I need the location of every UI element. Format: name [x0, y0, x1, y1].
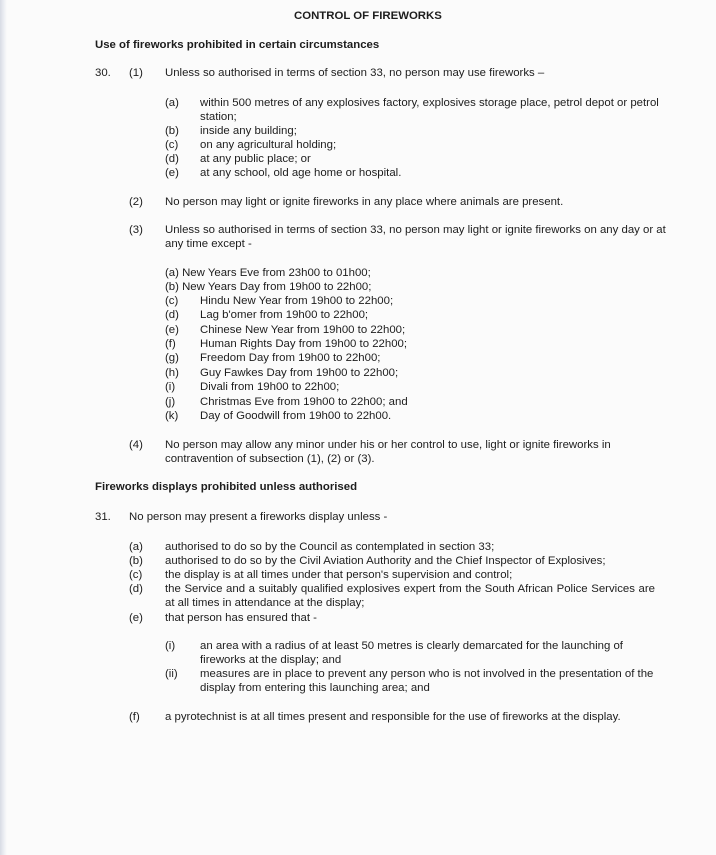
item-label: (e): [129, 612, 143, 624]
list-item: measures are in place to prevent any person who is not involved in the presentation of the display from entering this launching area; and: [200, 668, 654, 695]
section-31-heading: Fireworks displays prohibited unless authorised: [95, 481, 358, 493]
list-item: inside any building;: [200, 125, 297, 137]
item-label: (j): [165, 396, 176, 408]
list-item: the display is at all times under that person's supervision and control;: [165, 569, 513, 581]
item-label: (d): [165, 153, 179, 165]
list-item: Hindu New Year from 19h00 to 22h00;: [200, 295, 394, 307]
item-label: (c): [129, 569, 143, 581]
list-item: Day of Goodwill from 19h00 to 22h00.: [200, 410, 392, 422]
list-item: authorised to do so by the Council as contemplated in section 33;: [165, 541, 495, 553]
subsection-num: (2): [129, 196, 143, 208]
item-label: (e): [165, 167, 179, 179]
list-item: (b) New Years Day from 19h00 to 22h00;: [165, 281, 372, 293]
section-31-intro: No person may present a fireworks display unless -: [129, 511, 388, 523]
list-item: Christmas Eve from 19h00 to 22h00; and: [200, 396, 408, 408]
subsection-1-text: Unless so authorised in terms of section 33, no person may use fireworks –: [165, 67, 545, 79]
item-label: (d): [129, 583, 143, 595]
list-item: within 500 metres of any explosives factory, explosives storage place, petrol depot or petrol station;: [200, 97, 659, 124]
list-item: on any agricultural holding;: [200, 139, 337, 151]
list-item: at any public place; or: [200, 153, 311, 165]
item-label: (e): [165, 324, 179, 336]
list-item: authorised to do so by the Civil Aviation Authority and the Chief Inspector of Explosives;: [165, 555, 606, 567]
item-label: (g): [165, 352, 179, 364]
list-item: (a) New Years Eve from 23h00 to 01h00;: [165, 267, 371, 279]
item-label: (f): [165, 338, 176, 350]
page-title: CONTROL OF FIREWORKS: [294, 10, 442, 22]
section-31-number: 31.: [95, 511, 111, 523]
section-30-heading: Use of fireworks prohibited in certain circumstances: [95, 39, 380, 51]
item-label: (k): [165, 410, 179, 422]
subsection-4-text: No person may allow any minor under his or her control to use, light or ignite fireworks in contravention of subsection (1), (2) or (3).: [165, 439, 611, 466]
list-item: Freedom Day from 19h00 to 22h00;: [200, 352, 381, 364]
list-item: Human Rights Day from 19h00 to 22h00;: [200, 338, 408, 350]
item-label: (b): [165, 125, 179, 137]
list-item: Chinese New Year from 19h00 to 22h00;: [200, 324, 406, 336]
list-item: Lag b'omer from 19h00 to 22h00;: [200, 309, 369, 321]
item-label: (h): [165, 367, 179, 379]
item-label: (b): [129, 555, 143, 567]
list-item: an area with a radius of at least 50 metres is clearly demarcated for the launching of fireworks at the display; and: [200, 640, 623, 667]
list-item: a pyrotechnist is at all times present and responsible for the use of fireworks at the display.: [165, 711, 621, 723]
subsection-3-text: Unless so authorised in terms of section 33, no person may light or ignite fireworks on any day or at any time except -: [165, 224, 666, 251]
page-edge-shadow: [0, 0, 7, 855]
subsection-num: (1): [129, 67, 143, 79]
list-item: the Service and a suitably qualified explosives expert from the South African Police Services are at all times in attendance at the display;: [165, 583, 655, 610]
list-item: that person has ensured that -: [165, 612, 317, 624]
item-label: (c): [165, 139, 179, 151]
subsection-num: (3): [129, 224, 143, 236]
item-label: (i): [165, 381, 176, 393]
item-label: (d): [165, 309, 179, 321]
list-item: at any school, old age home or hospital.: [200, 167, 402, 179]
list-item: Divali from 19h00 to 22h00;: [200, 381, 340, 393]
subsection-num: (4): [129, 439, 143, 451]
item-label: (ii): [165, 668, 178, 680]
item-label: (a): [129, 541, 143, 553]
item-label: (i): [165, 640, 176, 652]
section-30-number: 30.: [95, 67, 111, 79]
item-label: (c): [165, 295, 179, 307]
list-item: Guy Fawkes Day from 19h00 to 22h00;: [200, 367, 399, 379]
item-label: (f): [129, 711, 140, 723]
item-label: (a): [165, 97, 179, 109]
subsection-2-text: No person may light or ignite fireworks in any place where animals are present.: [165, 196, 564, 208]
